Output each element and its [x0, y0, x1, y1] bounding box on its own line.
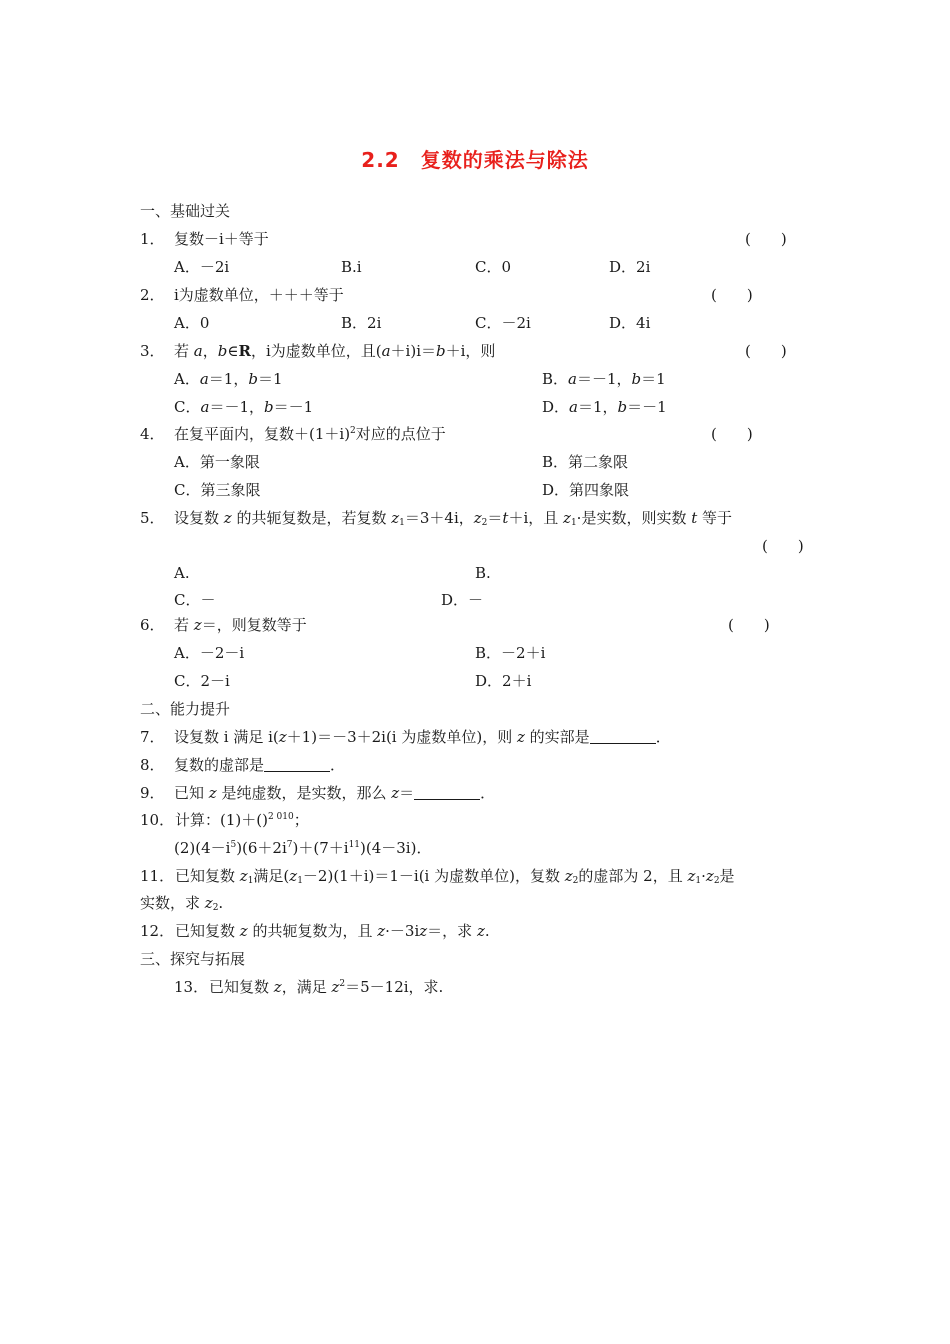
option-c: C．第三象限 — [174, 481, 261, 499]
answer-paren: ( ) — [762, 537, 804, 555]
question-8 — [140, 755, 345, 775]
option-a: A．第一象限 — [174, 453, 260, 471]
option-b: B．－2＋i — [475, 644, 546, 662]
question-5 — [140, 508, 732, 528]
question-3 — [140, 341, 495, 361]
question-12 — [140, 921, 490, 941]
question-number: 12． — [140, 922, 175, 940]
option-b: B．a＝－1，b＝1 — [542, 370, 666, 388]
question-text: 已知复数 z 的共轭复数为，且 z·－3iz＝，求 z. — [175, 922, 490, 940]
question-text: 在复平面内，复数$+(1+i)^2$对应的点位于 — [174, 425, 446, 443]
question-1 — [140, 229, 269, 249]
answer-blank — [590, 729, 656, 744]
question-number: 5． — [140, 509, 165, 527]
question-2 — [140, 285, 344, 305]
option-d: D．4i — [609, 314, 651, 332]
option-c: C．－ — [174, 591, 216, 609]
option-c: C．a＝－1，b＝－1 — [174, 398, 314, 416]
option-d: D．a＝1，b＝－1 — [542, 398, 667, 416]
question-number: 13． — [174, 978, 209, 996]
answer-paren: ( ) — [711, 286, 753, 304]
answer-paren: ( ) — [745, 342, 787, 360]
question-text: 设复数 z 的共轭复数是，若复数 $z_1=3+4i$，$z_2=t+i$，且 $z_1\cdot$是实数，则实数 t 等于 — [174, 509, 733, 528]
answer-paren: ( ) — [711, 425, 753, 443]
question-11 — [140, 866, 735, 886]
question-text: 若 a，b∈R，i为虚数单位，且(a＋i)i＝b＋i，则 — [174, 342, 496, 360]
question-9 — [140, 783, 495, 803]
option-c: C．2－i — [174, 672, 230, 690]
question-number: 7． — [140, 728, 165, 746]
option-c: C．－2i — [475, 314, 531, 332]
question-number: 1． — [140, 230, 165, 248]
question-number: 10． — [140, 811, 175, 829]
question-number: 8． — [140, 756, 165, 774]
section-heading-advanced: 二、能力提升 — [140, 700, 231, 718]
option-a: A．a＝1，b＝1 — [174, 370, 283, 388]
option-a: A. — [174, 564, 190, 582]
question-11-cont: 实数，求 $z_2$. — [140, 894, 224, 913]
page-title: 2.2 复数的乘法与除法 — [361, 148, 589, 172]
option-d: D．2＋i — [475, 672, 532, 690]
question-6 — [140, 615, 307, 635]
question-7 — [140, 727, 671, 747]
question-text: 已知 z 是纯虚数，是实数，那么 z＝ ． — [174, 784, 496, 802]
question-13 — [174, 977, 443, 997]
option-c: C．0 — [475, 258, 512, 276]
question-number: 11． — [140, 867, 175, 885]
question-text: 若 z＝，则复数等于 — [174, 616, 307, 634]
option-a: A．－2i — [174, 258, 230, 276]
answer-blank — [414, 785, 480, 800]
option-b: B.i — [341, 258, 362, 276]
answer-paren: ( ) — [745, 230, 787, 248]
section-heading-basic: 一、基础过关 — [140, 202, 231, 220]
option-b: B. — [475, 564, 491, 582]
question-number: 3． — [140, 342, 165, 360]
question-text: i为虚数单位，＋＋＋等于 — [174, 286, 344, 304]
option-a: A．－2－i — [174, 644, 245, 662]
question-text: 复数－i＋等于 — [174, 230, 269, 248]
question-number: 6． — [140, 616, 165, 634]
question-text: 设复数 i 满足 i(z＋1)＝－3＋2i(i 为虚数单位)，则 z 的实部是 ． — [174, 728, 671, 746]
option-d: D．－ — [441, 591, 484, 609]
question-number: 4． — [140, 425, 165, 443]
option-b: B．2i — [341, 314, 382, 332]
option-d: D．2i — [609, 258, 651, 276]
question-4 — [140, 424, 446, 444]
option-d: D．第四象限 — [542, 481, 630, 499]
question-10 — [140, 810, 309, 830]
question-number: 9． — [140, 784, 165, 802]
section-heading-explore: 三、探究与拓展 — [140, 950, 246, 968]
option-b: B．第二象限 — [542, 453, 629, 471]
question-10-part-2: $(2)(4-i^5)(6+2i^7)+(7+i^{11})(4-3i)$． — [174, 839, 432, 857]
question-text: 已知复数 $z_1$满足$(z_1-2)(1+i)=1-i(i$ 为虚数单位)，复数 $z_2$的虚部为 2，且 $z_1\cdot z_2$是 — [175, 867, 735, 886]
question-text: 复数的虚部是 ． — [174, 756, 346, 774]
question-text: 已知复数 z，满足 $z^2=5-12i$，求. — [209, 978, 444, 996]
answer-paren: ( ) — [728, 616, 770, 634]
question-number: 2． — [140, 286, 165, 304]
option-a: A．0 — [174, 314, 210, 332]
answer-blank — [264, 757, 330, 772]
question-text: 计算：(1)＋()$^{2 010}$； — [175, 811, 309, 829]
